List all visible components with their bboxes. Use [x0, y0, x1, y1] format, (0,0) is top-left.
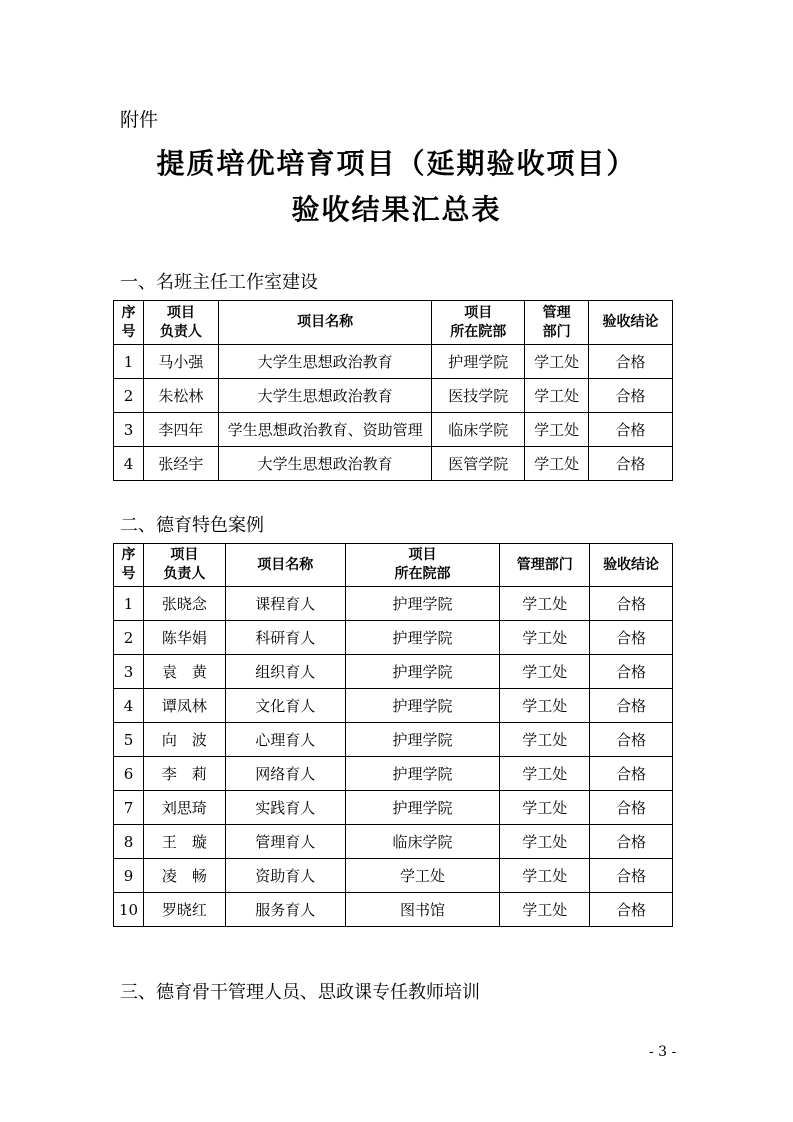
section-3-heading: 三、德育骨干管理人员、思政课专任教师培训 — [120, 982, 480, 1003]
cell-management: 学工处 — [500, 621, 590, 655]
cell-project-name: 服务育人 — [225, 893, 345, 927]
cell-seq: 4 — [114, 447, 144, 481]
cell-management: 学工处 — [525, 447, 589, 481]
cell-management: 学工处 — [500, 689, 590, 723]
header-seq: 序 号 — [114, 544, 144, 587]
cell-leader: 马小强 — [143, 345, 218, 379]
cell-result: 合格 — [590, 621, 673, 655]
cell-management: 学工处 — [500, 723, 590, 757]
table-row — [114, 791, 673, 825]
cell-management: 学工处 — [525, 413, 589, 447]
table-row — [114, 859, 673, 893]
cell-leader: 陈华娟 — [143, 621, 225, 655]
cell-seq: 8 — [114, 825, 144, 859]
cell-project-name: 管理育人 — [225, 825, 345, 859]
cell-leader: 李 莉 — [143, 757, 225, 791]
cell-project-name: 科研育人 — [225, 621, 345, 655]
table-row — [114, 447, 673, 481]
header-result: 验收结论 — [589, 301, 673, 345]
cell-department: 图书馆 — [345, 893, 500, 927]
table-row — [114, 893, 673, 927]
cell-result: 合格 — [589, 379, 673, 413]
cell-management: 学工处 — [525, 345, 589, 379]
cell-department: 护理学院 — [345, 587, 500, 621]
cell-result: 合格 — [589, 345, 673, 379]
cell-management: 学工处 — [500, 893, 590, 927]
cell-project-name: 心理育人 — [225, 723, 345, 757]
cell-project-name: 实践育人 — [225, 791, 345, 825]
cell-management: 学工处 — [500, 587, 590, 621]
cell-leader: 向 波 — [143, 723, 225, 757]
cell-result: 合格 — [590, 791, 673, 825]
cell-result: 合格 — [590, 825, 673, 859]
cell-project-name: 网络育人 — [225, 757, 345, 791]
cell-seq: 1 — [114, 345, 144, 379]
cell-result: 合格 — [589, 447, 673, 481]
cell-result: 合格 — [590, 587, 673, 621]
header-management: 管理部门 — [500, 544, 590, 587]
table-row — [114, 655, 673, 689]
cell-seq: 9 — [114, 859, 144, 893]
cell-management: 学工处 — [500, 791, 590, 825]
table-row — [114, 757, 673, 791]
cell-department: 医管学院 — [432, 447, 525, 481]
studio-acceptance-table — [113, 300, 673, 481]
header-result: 验收结论 — [590, 544, 673, 587]
cell-department: 护理学院 — [345, 757, 500, 791]
cell-seq: 2 — [114, 621, 144, 655]
cell-management: 学工处 — [500, 825, 590, 859]
table-row — [114, 621, 673, 655]
cell-project-name: 大学生思想政治教育 — [218, 379, 432, 413]
cell-project-name: 课程育人 — [225, 587, 345, 621]
cell-seq: 7 — [114, 791, 144, 825]
cell-department: 临床学院 — [345, 825, 500, 859]
cell-seq: 2 — [114, 379, 144, 413]
cell-management: 学工处 — [500, 655, 590, 689]
cell-result: 合格 — [590, 859, 673, 893]
cell-result: 合格 — [590, 655, 673, 689]
header-management: 管理 部门 — [525, 301, 589, 345]
cell-leader: 谭凤林 — [143, 689, 225, 723]
cell-leader: 袁 黄 — [143, 655, 225, 689]
cell-department: 护理学院 — [345, 655, 500, 689]
cell-result: 合格 — [590, 757, 673, 791]
cell-seq: 10 — [114, 893, 144, 927]
cell-project-name: 大学生思想政治教育 — [218, 447, 432, 481]
cell-department: 护理学院 — [432, 345, 525, 379]
cell-seq: 3 — [114, 413, 144, 447]
cell-seq: 3 — [114, 655, 144, 689]
page-number: - 3 - — [649, 1044, 677, 1060]
cell-department: 护理学院 — [345, 791, 500, 825]
cell-seq: 6 — [114, 757, 144, 791]
attachment-label: 附件 — [120, 109, 159, 131]
cell-department: 临床学院 — [432, 413, 525, 447]
document-title-line-2: 验收结果汇总表 — [291, 193, 502, 226]
table-row — [114, 345, 673, 379]
cell-department: 护理学院 — [345, 689, 500, 723]
cell-project-name: 文化育人 — [225, 689, 345, 723]
cell-result: 合格 — [590, 893, 673, 927]
moral-education-cases-table — [113, 543, 673, 927]
cell-department: 护理学院 — [345, 621, 500, 655]
table-row — [114, 379, 673, 413]
cell-project-name: 组织育人 — [225, 655, 345, 689]
table-row — [114, 689, 673, 723]
header-project-name: 项目名称 — [225, 544, 345, 587]
table-header-row — [114, 544, 673, 587]
cell-seq: 1 — [114, 587, 144, 621]
cell-leader: 王 璇 — [143, 825, 225, 859]
header-department: 项目 所在院部 — [432, 301, 525, 345]
cell-leader: 朱松林 — [143, 379, 218, 413]
cell-department: 护理学院 — [345, 723, 500, 757]
header-leader: 项目 负责人 — [143, 544, 225, 587]
cell-leader: 张经宇 — [143, 447, 218, 481]
header-seq: 序 号 — [114, 301, 144, 345]
table-row — [114, 723, 673, 757]
document-title-line-1: 提质培优培育项目（延期验收项目） — [156, 147, 637, 180]
cell-leader: 张晓念 — [143, 587, 225, 621]
cell-management: 学工处 — [500, 757, 590, 791]
section-1-heading: 一、名班主任工作室建设 — [120, 272, 318, 293]
cell-leader: 凌 畅 — [143, 859, 225, 893]
cell-result: 合格 — [590, 689, 673, 723]
table-row — [114, 413, 673, 447]
cell-project-name: 学生思想政治教育、资助管理 — [218, 413, 432, 447]
section-2-heading: 二、德育特色案例 — [120, 515, 264, 536]
cell-result: 合格 — [589, 413, 673, 447]
table-header-row — [114, 301, 673, 345]
cell-project-name: 大学生思想政治教育 — [218, 345, 432, 379]
cell-leader: 李四年 — [143, 413, 218, 447]
cell-project-name: 资助育人 — [225, 859, 345, 893]
cell-management: 学工处 — [500, 859, 590, 893]
cell-leader: 刘思琦 — [143, 791, 225, 825]
table-row — [114, 587, 673, 621]
header-project-name: 项目名称 — [218, 301, 432, 345]
cell-department: 医技学院 — [432, 379, 525, 413]
cell-management: 学工处 — [525, 379, 589, 413]
cell-result: 合格 — [590, 723, 673, 757]
cell-department: 学工处 — [345, 859, 500, 893]
cell-leader: 罗晓红 — [143, 893, 225, 927]
cell-seq: 5 — [114, 723, 144, 757]
table-row — [114, 825, 673, 859]
header-leader: 项目 负责人 — [143, 301, 218, 345]
header-department: 项目 所在院部 — [345, 544, 500, 587]
cell-seq: 4 — [114, 689, 144, 723]
